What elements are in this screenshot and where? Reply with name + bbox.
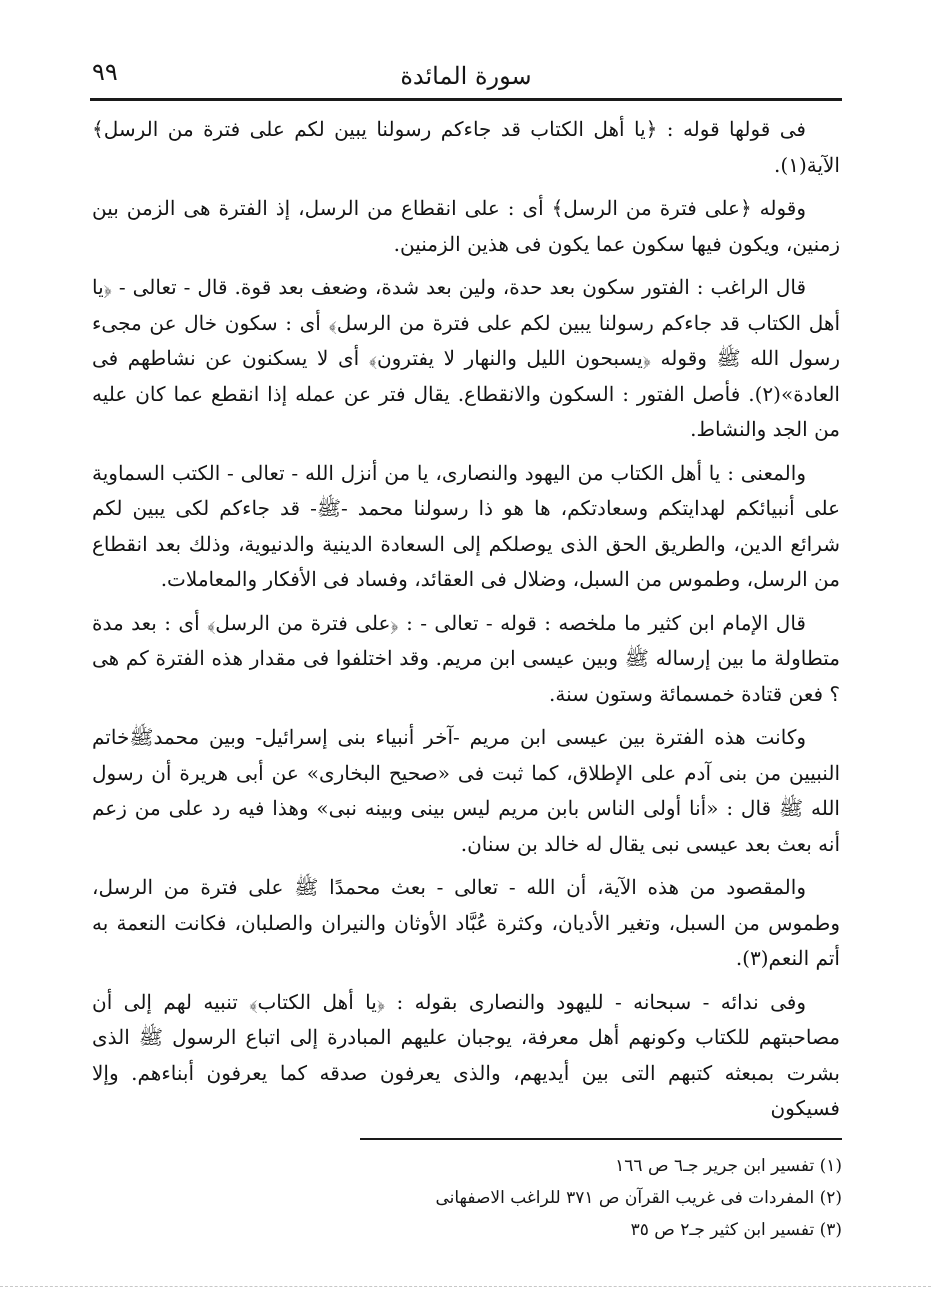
footnote: (٣) تفسير ابن كثير جـ٢ ص ٣٥ <box>630 1220 842 1240</box>
paragraph: وكانت هذه الفترة بين عيسى ابن مريم -آخر أنبياء بنى إسرائيل- وبين محمدﷺخاتم النبيين من بنى آدم على الإطلاق، كما ثبت فى «صحيح البخارى» عن أبى هريرة أن رسول الله ﷺ قال : «أنا أولى الناس بابن مريم ليس بينى وبينه نبى» وهذا فيه رد على من زعم أنه بعث بعد عيسى نبى يقال له خالد بن سنان. <box>92 725 840 856</box>
paragraph: وفى ندائه - سبحانه - لليهود والنصارى بقوله : ﴿يا أهل الكتاب﴾ تنبيه لهم إلى أن مصاحبتهم للكتاب وكونهم أهل معرفة، يوجبان عليهم المبادرة إلى اتباع الرسول ﷺ الذى بشرت بمبعثه كتبهم التى بين أيديهم، والذى يعرفون صدقه كما يعرفون أبناءهم. وإلا فسيكون <box>92 989 840 1120</box>
paragraph: قال الراغب : الفتور سكون بعد حدة، ولين بعد شدة، وضعف بعد قوة. قال - تعالى - ﴿يا أهل الكتاب قد جاءكم رسولنا يبين لكم على فترة من الرسل﴾ أى : سكون خال عن مجىء رسول الله ﷺ وقوله ﴿يسبحون الليل والنهار لا يفترون﴾ أى لا يسكنون عن نشاطهم فى العادة»(٢). فأصل الفتور : السكون والانقطاع. يقال فتر عن عمله إذا انقطع عما كان عليه من الجد والنشاط. <box>92 275 840 441</box>
paragraph: والمقصود من هذه الآية، أن الله - تعالى - بعث محمدًا ﷺ على فترة من الرسل، وطموس من السبل، وتغير الأديان، وكثرة عُبَّاد الأوثان والنيران والصلبان، فكانت النعمة به أتم النعم(٣). <box>92 875 840 970</box>
page-header <box>88 58 844 94</box>
header-rule <box>90 98 842 101</box>
surah-title: سورة المائدة <box>400 62 532 90</box>
scan-edge <box>0 1286 931 1288</box>
paragraph: فى قولها قوله : ﴿يا أهل الكتاب قد جاءكم رسولنا يبين لكم على فترة من الرسل﴾ الآية(١). <box>92 117 840 177</box>
paragraph: وقوله ﴿على فترة من الرسل﴾ أى : على انقطاع من الرسل، إذ الفترة هى الزمن بين زمنين، ويكون فيها سكون عما يكون فى هذين الزمنين. <box>92 196 840 256</box>
footnote: (١) تفسير ابن جرير جـ٦ ص ١٦٦ <box>615 1156 842 1176</box>
footnotes <box>360 1138 842 1246</box>
footnote: (٢) المفردات فى غريب القرآن ص ٣٧١ للراغب الاصفهانى <box>435 1188 842 1208</box>
page-number: ٩٩ <box>92 58 118 86</box>
paragraph: قال الإمام ابن كثير ما ملخصه : قوله - تعالى - : ﴿على فترة من الرسل﴾ أى : بعد مدة متطاولة ما بين إرساله ﷺ وبين عيسى ابن مريم. وقد اختلفوا فى مقدار هذه الفترة كم هى ؟ فعن قتادة خمسمائة وستون سنة. <box>92 610 840 706</box>
body-text <box>92 112 840 1135</box>
paragraph: والمعنى : يا أهل الكتاب من اليهود والنصارى، يا من أنزل الله - تعالى - الكتب السماوية على أنبيائكم لهدايتكم وسعادتكم، ها هو ذا رسولنا محمد -ﷺ- قد جاءكم لكى يبين لكم شرائع الدين، والطريق الحق الذى يوصلكم إلى السعادة الدينية والدنيوية، وذلك بعد انقطاع من الرسل، وطموس من السبل، وضلال فى العقائد، وفساد فى الأفكار والمعاملات. <box>92 460 840 591</box>
